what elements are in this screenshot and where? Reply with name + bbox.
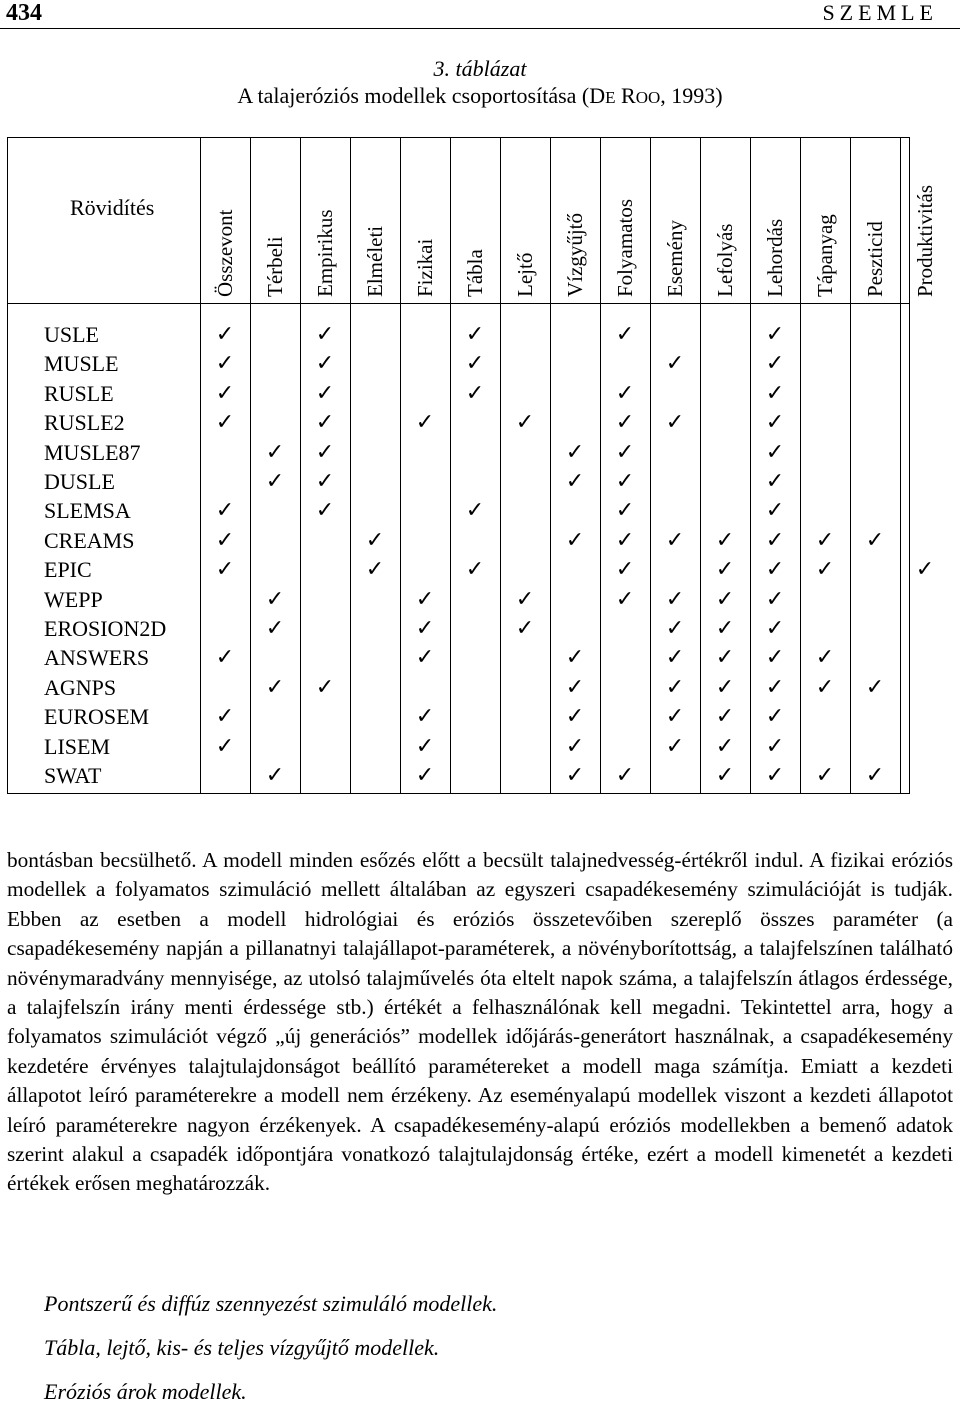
- column-header: [713, 223, 737, 321]
- column-header-label: Tábla: [463, 249, 487, 297]
- check-icon: ✓: [265, 674, 285, 700]
- body-paragraph: bontásban becsülhető. A modell minden esőzés előtt a becsült talajnedvesség-értékről indul. A fizikai eróziós modellek a folyamatos szimuláció mellett általában az egyszeri csapadékesemény szimulációját is tudják. Ebben az esetben a modell hidrológiai és eróziós összetevőiben szereplő összes paraméter (a csapadékesemény napján a pillanatnyi talajállapot-paraméterek, a növényborítottság, a talajfelszínen található növénymaradvány mennyisége, az utolsó talajművelés óta eltelt napok száma, a talajfelszín átlagos érdessége, a talajfelszín irány menti érdessége stb.) értékét a felhasználónak kell megadni. Tekintettel arra, hogy a folyamatos szimulációt végző „új generációs” modellek időjárás-generátort használnak, a csapadékesemény kezdetére érvényes talajtulajdonságot beállító paramétereket a modell maga számítja. Emiatt a kezdeti állapotot leíró paraméterekre a modell nem érzékeny. Az eseményalapú modellek viszont a kezdeti állapotot leíró paraméterekre nagyon érzékenyek. A csapadékesemény-alapú eróziós modellekben a bemenő adatok szerint alakul a csapadék időpontjára vonatkozó talajtulajdonság értéke, ezért a modell kimenetét a kezdeti értékek erősen meghatározzák.: [7, 848, 953, 1196]
- column-header-label: Vízgyűjtő: [563, 213, 587, 297]
- check-icon: ✓: [215, 498, 235, 524]
- column-header: [563, 213, 587, 321]
- check-icon: ✓: [665, 674, 685, 700]
- check-icon: ✓: [415, 763, 435, 788]
- column-header-label: Térbeli: [263, 236, 287, 297]
- column-divider: [750, 137, 751, 794]
- row-label: AGNPS: [44, 674, 117, 700]
- column-divider: [300, 137, 301, 794]
- check-icon: ✓: [765, 704, 785, 730]
- check-icon: ✓: [615, 557, 635, 583]
- column-header-label: Peszticid: [863, 221, 887, 297]
- check-icon: ✓: [765, 498, 785, 524]
- column-header: [663, 220, 687, 321]
- check-icon: ✓: [765, 674, 785, 700]
- check-icon: ✓: [715, 616, 735, 641]
- check-icon: ✓: [765, 439, 785, 465]
- check-icon: ✓: [315, 380, 335, 406]
- page-number: 434: [6, 0, 42, 26]
- check-icon: ✓: [615, 498, 635, 524]
- row-label: EUROSEM: [44, 704, 150, 730]
- check-icon: ✓: [715, 645, 735, 671]
- row-label: SWAT: [44, 763, 102, 788]
- column-header: [763, 218, 787, 321]
- check-icon: ✓: [365, 557, 385, 583]
- check-icon: ✓: [565, 439, 585, 465]
- check-icon: ✓: [265, 586, 285, 612]
- column-header: [813, 214, 837, 321]
- row-label: EROSION2D: [44, 616, 167, 641]
- check-icon: ✓: [215, 351, 235, 377]
- check-icon: ✓: [415, 645, 435, 671]
- table-number: 3. táblázat: [433, 56, 527, 81]
- column-divider: [700, 137, 701, 794]
- check-icon: ✓: [765, 616, 785, 641]
- check-icon: ✓: [615, 469, 635, 494]
- check-icon: ✓: [765, 351, 785, 377]
- column-header: [463, 249, 487, 321]
- column-divider: [250, 137, 251, 794]
- column-divider: [400, 137, 401, 794]
- subheading-gully: Eróziós árok modellek.: [44, 1379, 247, 1404]
- row-label: DUSLE: [44, 469, 115, 494]
- check-icon: ✓: [215, 322, 235, 347]
- column-header: [213, 209, 237, 321]
- column-header: [313, 209, 337, 321]
- check-icon: ✓: [915, 557, 935, 583]
- check-icon: ✓: [565, 469, 585, 494]
- check-icon: ✓: [765, 469, 785, 494]
- check-icon: ✓: [315, 351, 335, 377]
- column-header: [863, 221, 887, 321]
- column-header-label: Lejtő: [513, 252, 537, 297]
- row-label: EPIC: [44, 557, 92, 583]
- check-icon: ✓: [715, 763, 735, 788]
- check-icon: ✓: [265, 616, 285, 641]
- row-label: LISEM: [44, 733, 110, 759]
- check-icon: ✓: [415, 733, 435, 759]
- check-icon: ✓: [565, 733, 585, 759]
- check-icon: ✓: [565, 763, 585, 788]
- check-icon: ✓: [315, 322, 335, 347]
- column-header-label: Empirikus: [313, 209, 337, 297]
- check-icon: ✓: [665, 616, 685, 641]
- check-icon: ✓: [815, 557, 835, 583]
- check-icon: ✓: [465, 322, 485, 347]
- check-icon: ✓: [315, 410, 335, 436]
- check-icon: ✓: [215, 645, 235, 671]
- check-icon: ✓: [615, 322, 635, 347]
- check-icon: ✓: [865, 674, 885, 700]
- check-icon: ✓: [615, 586, 635, 612]
- check-icon: ✓: [765, 410, 785, 436]
- column-header: [413, 238, 437, 321]
- column-header-label: Elméleti: [363, 225, 387, 297]
- column-divider: [850, 137, 851, 794]
- check-icon: ✓: [765, 380, 785, 406]
- page-header: [0, 0, 960, 29]
- check-icon: ✓: [765, 763, 785, 788]
- check-icon: ✓: [515, 616, 535, 641]
- check-icon: ✓: [215, 557, 235, 583]
- check-icon: ✓: [665, 410, 685, 436]
- check-icon: ✓: [215, 704, 235, 730]
- check-icon: ✓: [665, 645, 685, 671]
- row-label: ANSWERS: [44, 645, 150, 671]
- check-icon: ✓: [715, 704, 735, 730]
- row-label: USLE: [44, 322, 99, 347]
- column-divider: [650, 137, 651, 794]
- column-header: [913, 184, 937, 321]
- check-icon: ✓: [865, 763, 885, 788]
- column-header-label: Összevont: [213, 209, 237, 297]
- column-header-label: Tápanyag: [813, 214, 837, 297]
- check-icon: ✓: [465, 351, 485, 377]
- check-icon: ✓: [315, 469, 335, 494]
- abbr-column-header: Rövidítés: [70, 195, 155, 220]
- check-icon: ✓: [715, 586, 735, 612]
- check-icon: ✓: [265, 763, 285, 788]
- check-icon: ✓: [665, 733, 685, 759]
- check-icon: ✓: [815, 763, 835, 788]
- check-icon: ✓: [715, 527, 735, 553]
- column-divider: [800, 137, 801, 794]
- check-icon: ✓: [565, 674, 585, 700]
- check-icon: ✓: [215, 527, 235, 553]
- check-icon: ✓: [665, 704, 685, 730]
- check-icon: ✓: [465, 498, 485, 524]
- check-icon: ✓: [315, 498, 335, 524]
- row-label: MUSLE87: [44, 439, 141, 465]
- check-icon: ✓: [415, 704, 435, 730]
- row-label: MUSLE: [44, 351, 119, 377]
- check-icon: ✓: [365, 527, 385, 553]
- check-icon: ✓: [615, 763, 635, 788]
- column-header: [513, 252, 537, 321]
- check-icon: ✓: [615, 439, 635, 465]
- check-icon: ✓: [265, 439, 285, 465]
- check-icon: ✓: [665, 586, 685, 612]
- check-icon: ✓: [765, 322, 785, 347]
- column-header: [613, 199, 637, 321]
- check-icon: ✓: [315, 674, 335, 700]
- check-icon: ✓: [565, 704, 585, 730]
- column-header: [363, 225, 387, 321]
- check-icon: ✓: [865, 527, 885, 553]
- row-label: WEPP: [44, 586, 103, 612]
- row-label: SLEMSA: [44, 498, 131, 524]
- check-icon: ✓: [815, 527, 835, 553]
- column-header-label: Folyamatos: [613, 199, 637, 297]
- check-icon: ✓: [665, 527, 685, 553]
- check-icon: ✓: [215, 380, 235, 406]
- check-icon: ✓: [765, 733, 785, 759]
- column-header-label: Lehordás: [763, 218, 787, 297]
- check-icon: ✓: [715, 557, 735, 583]
- running-title: SZEMLE: [822, 0, 938, 25]
- column-divider: [600, 137, 601, 794]
- check-icon: ✓: [465, 380, 485, 406]
- check-icon: ✓: [415, 616, 435, 641]
- body-text: [7, 846, 953, 1199]
- check-icon: ✓: [615, 380, 635, 406]
- check-icon: ✓: [565, 527, 585, 553]
- check-icon: ✓: [765, 586, 785, 612]
- check-icon: ✓: [415, 586, 435, 612]
- column-divider: [200, 137, 201, 794]
- check-icon: ✓: [465, 557, 485, 583]
- subheading-field-slope: Tábla, lejtő, kis- és teljes vízgyűjtő modellek.: [44, 1335, 440, 1360]
- column-divider: [350, 137, 351, 794]
- check-icon: ✓: [715, 674, 735, 700]
- column-divider: [900, 137, 901, 794]
- check-icon: ✓: [215, 733, 235, 759]
- check-icon: ✓: [415, 410, 435, 436]
- check-icon: ✓: [515, 586, 535, 612]
- check-icon: ✓: [265, 469, 285, 494]
- column-divider: [500, 137, 501, 794]
- check-icon: ✓: [815, 645, 835, 671]
- check-icon: ✓: [315, 439, 335, 465]
- check-icon: ✓: [815, 674, 835, 700]
- check-icon: ✓: [715, 733, 735, 759]
- row-label: RUSLE: [44, 380, 114, 406]
- check-icon: ✓: [615, 527, 635, 553]
- column-divider: [550, 137, 551, 794]
- check-icon: ✓: [765, 645, 785, 671]
- check-icon: ✓: [515, 410, 535, 436]
- row-label: CREAMS: [44, 527, 135, 553]
- column-divider: [450, 137, 451, 794]
- check-icon: ✓: [665, 351, 685, 377]
- column-header-label: Lefolyás: [713, 223, 737, 297]
- check-icon: ✓: [565, 645, 585, 671]
- column-header-label: Esemény: [663, 220, 687, 297]
- subheading-point-diffuse: Pontszerű és diffúz szennyezést szimuláló modellek.: [44, 1291, 498, 1316]
- table-title: A talajeróziós modellek csoportosítása (DE ROO, 1993): [237, 83, 723, 108]
- check-icon: ✓: [765, 557, 785, 583]
- check-icon: ✓: [615, 410, 635, 436]
- row-label: RUSLE2: [44, 410, 125, 436]
- check-icon: ✓: [215, 410, 235, 436]
- column-header: [263, 236, 287, 321]
- check-icon: ✓: [765, 527, 785, 553]
- column-header-label: Produktivitás: [913, 184, 937, 297]
- column-header-label: Fizikai: [413, 238, 437, 297]
